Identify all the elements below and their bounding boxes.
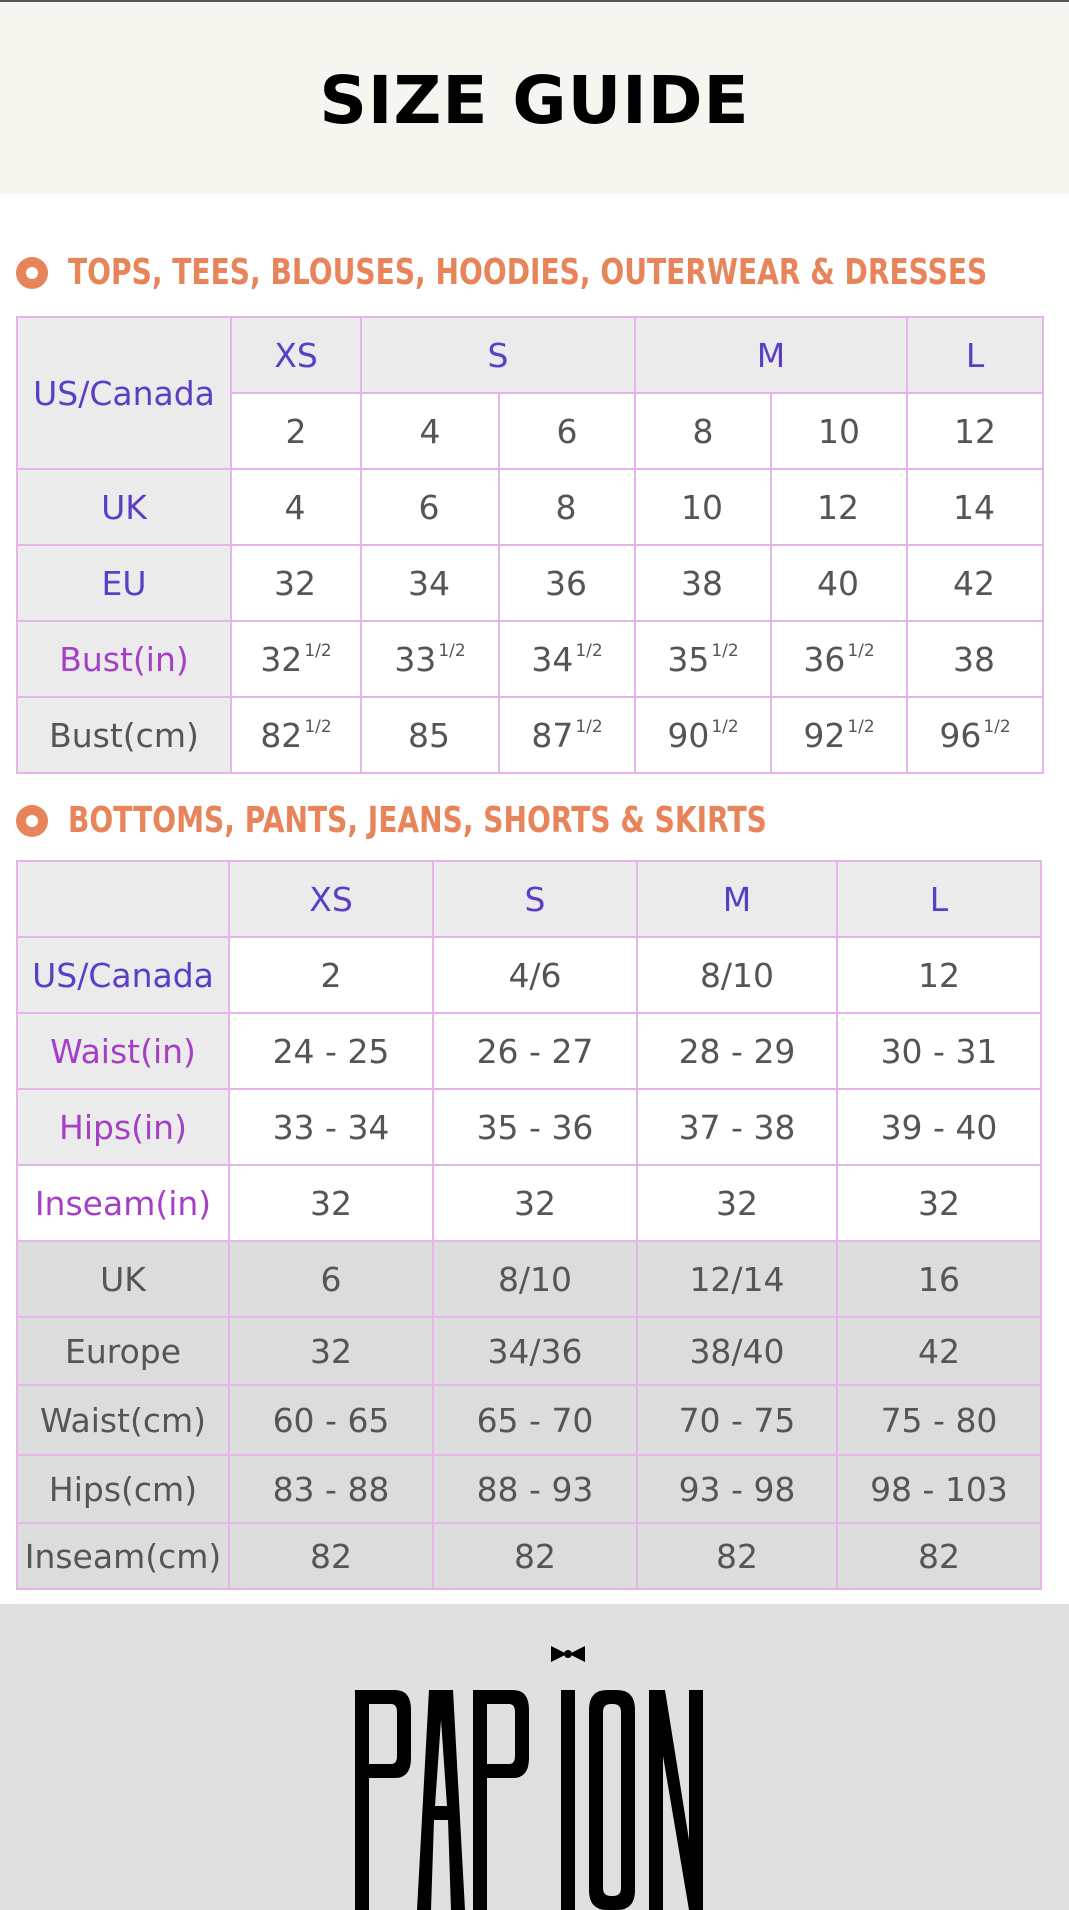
table-cell: 75 - 80 bbox=[837, 1385, 1041, 1455]
table-cell: 30 - 31 bbox=[837, 1013, 1041, 1089]
table-cell: 10 bbox=[635, 469, 771, 545]
row-label: Hips(in) bbox=[17, 1089, 229, 1165]
bottoms-section-heading bbox=[16, 800, 964, 841]
table-cell: 98 - 103 bbox=[837, 1455, 1041, 1523]
table-row bbox=[17, 621, 1043, 697]
table-row bbox=[17, 317, 1043, 393]
table-cell: 32 bbox=[637, 1165, 837, 1241]
bottoms-size-table bbox=[16, 860, 1042, 1590]
table-cell: 33 $^{1/2}$ bbox=[361, 621, 499, 697]
row-label: Inseam(cm) bbox=[17, 1523, 229, 1589]
size-header-l: L bbox=[907, 317, 1043, 393]
table-cell: 12 bbox=[837, 937, 1041, 1013]
page-title: SIZE GUIDE bbox=[319, 62, 750, 139]
table-cell: 4 bbox=[361, 393, 499, 469]
table-cell: 12 bbox=[771, 469, 907, 545]
table-cell: 90 $^{1/2}$ bbox=[635, 697, 771, 773]
table-cell: 40 bbox=[771, 545, 907, 621]
table-cell: 83 - 88 bbox=[229, 1455, 433, 1523]
table-cell: 32 bbox=[837, 1165, 1041, 1241]
row-label: Waist(in) bbox=[17, 1013, 229, 1089]
size-header-l: L bbox=[837, 861, 1041, 937]
table-cell: 6 bbox=[499, 393, 635, 469]
table-cell: 28 - 29 bbox=[637, 1013, 837, 1089]
table-cell: 34 $^{1/2}$ bbox=[499, 621, 635, 697]
row-label: US/Canada bbox=[17, 317, 231, 469]
row-label: Europe bbox=[17, 1317, 229, 1385]
tops-section-title: TOPS, TEES, BLOUSES, HOODIES, OUTERWEAR & DRESSES bbox=[68, 252, 988, 293]
table-cell: 8/10 bbox=[637, 937, 837, 1013]
size-header-xs: XS bbox=[231, 317, 361, 393]
table-cell: 32 bbox=[229, 1317, 433, 1385]
table-cell: 92 $^{1/2}$ bbox=[771, 697, 907, 773]
table-cell: 38 bbox=[635, 545, 771, 621]
table-cell: 39 - 40 bbox=[837, 1089, 1041, 1165]
table-cell: 65 - 70 bbox=[433, 1385, 637, 1455]
table-cell: 2 bbox=[229, 937, 433, 1013]
table-row bbox=[17, 469, 1043, 545]
row-label: Bust(in) bbox=[17, 621, 231, 697]
table-cell: 24 - 25 bbox=[229, 1013, 433, 1089]
table-cell: 60 - 65 bbox=[229, 1385, 433, 1455]
table-cell: 16 bbox=[837, 1241, 1041, 1317]
table-row bbox=[17, 1165, 1041, 1241]
table-cell: 8/10 bbox=[433, 1241, 637, 1317]
table-cell: 42 bbox=[837, 1317, 1041, 1385]
table-cell: 6 bbox=[229, 1241, 433, 1317]
size-header-s: S bbox=[361, 317, 635, 393]
table-row bbox=[17, 1013, 1041, 1089]
table-cell: 4 bbox=[231, 469, 361, 545]
table-row bbox=[17, 1385, 1041, 1455]
corner-cell bbox=[17, 861, 229, 937]
row-label: Inseam(in) bbox=[17, 1165, 229, 1241]
table-cell: 10 bbox=[771, 393, 907, 469]
table-cell: 2 bbox=[231, 393, 361, 469]
table-row bbox=[17, 937, 1041, 1013]
header bbox=[0, 2, 1069, 194]
table-cell: 82 bbox=[433, 1523, 637, 1589]
table-cell: 35 $^{1/2}$ bbox=[635, 621, 771, 697]
table-cell: 12/14 bbox=[637, 1241, 837, 1317]
row-label: UK bbox=[17, 469, 231, 545]
size-header-m: M bbox=[637, 861, 837, 937]
table-cell: 34 bbox=[361, 545, 499, 621]
table-cell: 4/6 bbox=[433, 937, 637, 1013]
papion-logo bbox=[355, 1640, 715, 1910]
row-label: EU bbox=[17, 545, 231, 621]
table-row bbox=[17, 1523, 1041, 1589]
table-cell: 33 - 34 bbox=[229, 1089, 433, 1165]
table-cell: 26 - 27 bbox=[433, 1013, 637, 1089]
row-label: Hips(cm) bbox=[17, 1455, 229, 1523]
table-cell: 36 bbox=[499, 545, 635, 621]
size-header-s: S bbox=[433, 861, 637, 937]
table-cell: 37 - 38 bbox=[637, 1089, 837, 1165]
table-row bbox=[17, 1455, 1041, 1523]
table-cell: 35 - 36 bbox=[433, 1089, 637, 1165]
tops-size-table bbox=[16, 316, 1044, 774]
table-cell: 38/40 bbox=[637, 1317, 837, 1385]
table-row bbox=[17, 1317, 1041, 1385]
table-row bbox=[17, 1089, 1041, 1165]
row-label: UK bbox=[17, 1241, 229, 1317]
table-row bbox=[17, 1241, 1041, 1317]
table-cell: 8 bbox=[499, 469, 635, 545]
table-cell: 70 - 75 bbox=[637, 1385, 837, 1455]
table-cell: 87 $^{1/2}$ bbox=[499, 697, 635, 773]
row-label: Bust(cm) bbox=[17, 697, 231, 773]
row-label: Waist(cm) bbox=[17, 1385, 229, 1455]
table-cell: 36 $^{1/2}$ bbox=[771, 621, 907, 697]
bottoms-section-title: BOTTOMS, PANTS, JEANS, SHORTS & SKIRTS bbox=[68, 800, 767, 841]
row-label: US/Canada bbox=[17, 937, 229, 1013]
table-row bbox=[17, 861, 1041, 937]
table-cell: 38 bbox=[907, 621, 1043, 697]
table-cell: 32 bbox=[229, 1165, 433, 1241]
table-cell: 82 bbox=[229, 1523, 433, 1589]
table-cell: 14 bbox=[907, 469, 1043, 545]
table-cell: 32 bbox=[231, 545, 361, 621]
size-header-m: M bbox=[635, 317, 907, 393]
table-cell: 12 bbox=[907, 393, 1043, 469]
size-header-xs: XS bbox=[229, 861, 433, 937]
table-row bbox=[17, 545, 1043, 621]
tops-section-heading bbox=[16, 252, 1069, 293]
circle-bullet-icon bbox=[16, 257, 48, 289]
table-cell: 88 - 93 bbox=[433, 1455, 637, 1523]
brand-logo bbox=[0, 1640, 1069, 1910]
table-cell: 32 bbox=[433, 1165, 637, 1241]
table-cell: 32 $^{1/2}$ bbox=[231, 621, 361, 697]
bow-tie-icon bbox=[551, 1646, 585, 1662]
table-cell: 82 $^{1/2}$ bbox=[231, 697, 361, 773]
table-cell: 85 bbox=[361, 697, 499, 773]
table-cell: 82 bbox=[637, 1523, 837, 1589]
table-cell: 96 $^{1/2}$ bbox=[907, 697, 1043, 773]
table-row bbox=[17, 697, 1043, 773]
table-cell: 6 bbox=[361, 469, 499, 545]
table-cell: 42 bbox=[907, 545, 1043, 621]
table-cell: 8 bbox=[635, 393, 771, 469]
circle-bullet-icon bbox=[16, 805, 48, 837]
table-cell: 34/36 bbox=[433, 1317, 637, 1385]
table-cell: 93 - 98 bbox=[637, 1455, 837, 1523]
table-cell: 82 bbox=[837, 1523, 1041, 1589]
